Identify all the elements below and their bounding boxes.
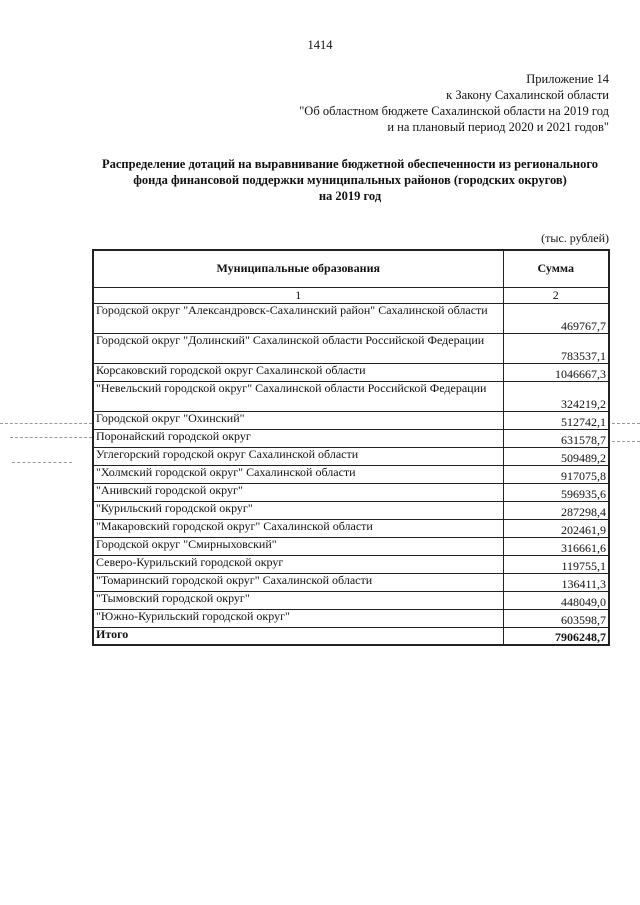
unit-label: (тыс. рублей) [541,231,609,245]
title-line: на 2019 год [318,189,382,203]
amount-value: 119755,1 [503,556,609,574]
municipality-name: "Томаринский городской округ" Сахалинской области [93,574,503,592]
municipality-name: Северо-Курильский городской округ [93,556,503,574]
amount-value: 512742,1 [503,412,609,430]
scan-artifact [0,423,92,424]
municipality-name: "Анивский городской округ" [93,484,503,502]
amount-value: 917075,8 [503,466,609,484]
table-row [93,592,609,610]
appendix-line: "Об областном бюджете Сахалинской области на 2019 год [299,104,609,118]
table-row [93,502,609,520]
column-header-municipality: Муниципальные образования [93,250,503,288]
subsidy-table [92,249,610,646]
table-row [93,466,609,484]
amount-value: 603598,7 [503,610,609,628]
municipality-name: Углегорский городской округ Сахалинской области [93,448,503,466]
column-header-amount: Сумма [503,250,609,288]
amount-value: 1046667,3 [503,364,609,382]
municipality-name: Городской округ "Смирныховский" [93,538,503,556]
municipality-name: "Тымовский городской округ" [93,592,503,610]
column-number: 1 [93,288,503,304]
municipality-name: Корсаковский городской округ Сахалинской области [93,364,503,382]
municipality-name: Поронайский городской округ [93,430,503,448]
appendix-line: Приложение 14 [526,72,609,86]
amount-value: 469767,7 [503,304,609,334]
page-number: 1414 [307,38,333,52]
municipality-name: Городской округ "Долинский" Сахалинской области Российской Федерации [93,334,503,364]
table-row [93,412,609,430]
table-row [93,334,609,364]
table-row [93,382,609,412]
table-row [93,556,609,574]
table-row [93,484,609,502]
amount-value: 324219,2 [503,382,609,412]
municipality-name: "Холмский городской округ" Сахалинской области [93,466,503,484]
document-title [60,156,640,204]
column-number: 2 [503,288,609,304]
table-row [93,610,609,628]
municipality-name: "Южно-Курильский городской округ" [93,610,503,628]
amount-value: 631578,7 [503,430,609,448]
table-row [93,304,609,334]
table-row [93,430,609,448]
appendix-line: к Закону Сахалинской области [446,88,609,102]
total-amount: 7906248,7 [503,628,609,646]
total-row [93,628,609,646]
appendix-line: и на плановый период 2020 и 2021 годов" [387,120,609,134]
amount-value: 448049,0 [503,592,609,610]
municipality-name: Городской округ "Александровск-Сахалинский район" Сахалинской области [93,304,503,334]
municipality-name: Городской округ "Охинский" [93,412,503,430]
municipality-name: "Невельский городской округ" Сахалинской области Российской Федерации [93,382,503,412]
appendix-header [189,71,609,135]
amount-value: 202461,9 [503,520,609,538]
scan-artifact [612,441,640,442]
amount-value: 596935,6 [503,484,609,502]
municipality-name: "Макаровский городской округ" Сахалинской области [93,520,503,538]
table-row [93,574,609,592]
table-row [93,538,609,556]
table-row [93,520,609,538]
title-line: Распределение дотаций на выравнивание бюджетной обеспеченности из регионального [102,157,598,171]
municipality-name: "Курильский городской округ" [93,502,503,520]
title-line: фонда финансовой поддержки муниципальных районов (городских округов) [133,173,567,187]
scan-artifact [612,423,640,424]
scan-artifact [10,437,92,438]
table-row [93,364,609,382]
total-label: Итого [93,628,503,646]
amount-value: 136411,3 [503,574,609,592]
scan-artifact [12,462,72,463]
amount-value: 783537,1 [503,334,609,364]
amount-value: 316661,6 [503,538,609,556]
amount-value: 509489,2 [503,448,609,466]
amount-value: 287298,4 [503,502,609,520]
table-row [93,448,609,466]
